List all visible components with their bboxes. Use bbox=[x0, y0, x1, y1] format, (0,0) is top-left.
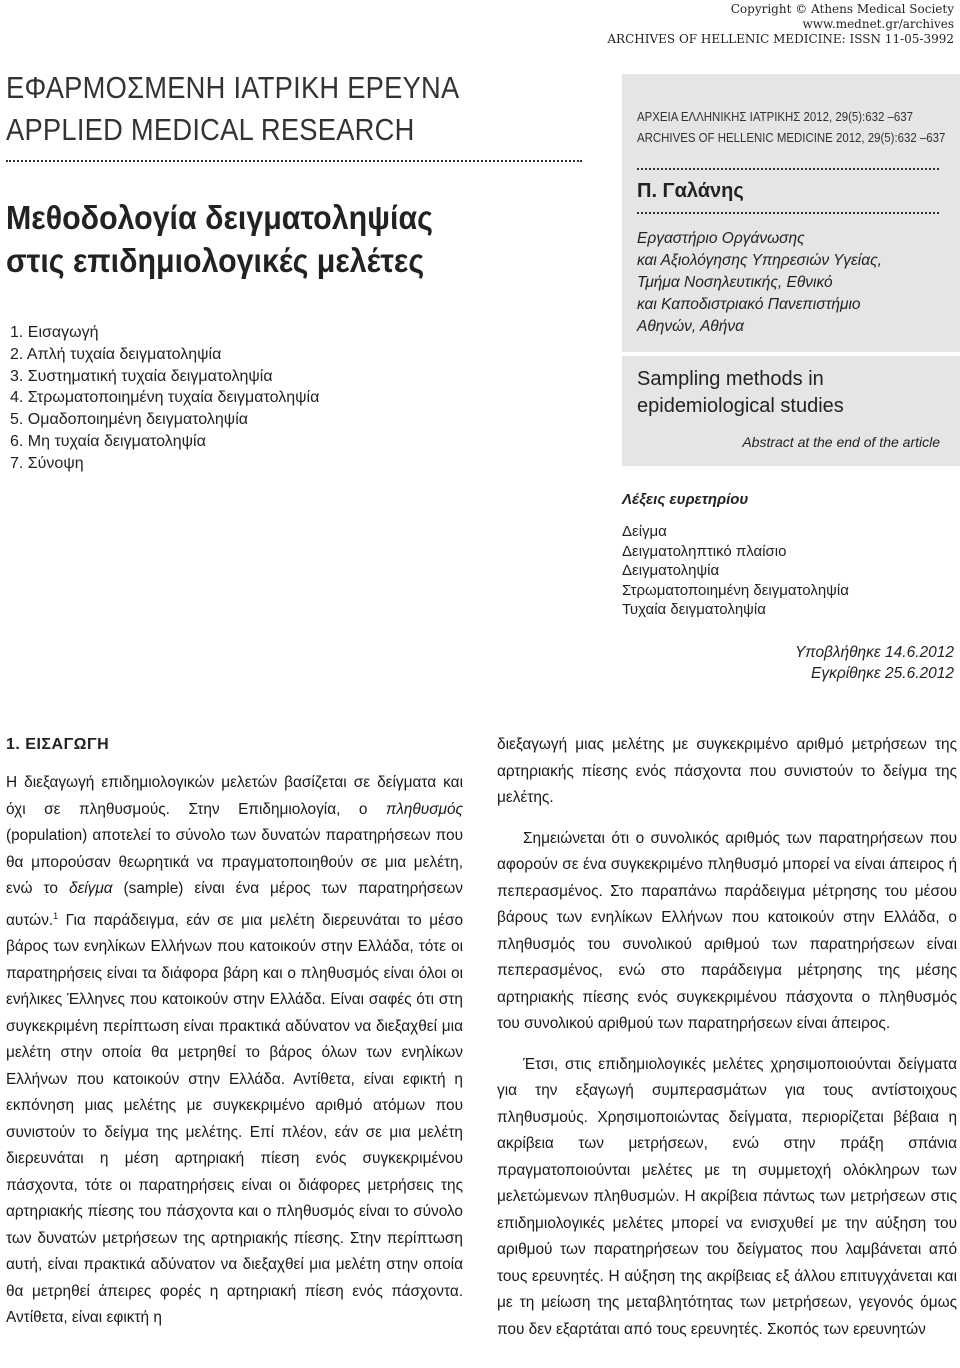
affiliation-line: Αθηνών, Αθήνα bbox=[637, 318, 744, 335]
dotted-divider bbox=[637, 168, 939, 170]
author-affiliation bbox=[637, 228, 957, 338]
body-text: Η διεξαγωγή επιδημιολογικών μελετών βασίζεται σε δείγματα και όχι σε πληθυσμούς. Στην Επιδημιολογία, ο bbox=[6, 774, 463, 818]
keyword-item: Στρωματοποιημένη δειγματοληψία bbox=[622, 581, 849, 599]
keywords-heading: Λέξεις ευρετηρίου bbox=[622, 491, 749, 508]
toc-item: 7. Σύνοψη bbox=[10, 454, 84, 472]
keyword-item: Δειγματοληψία bbox=[622, 562, 720, 580]
term-population: πληθυσμός bbox=[386, 800, 463, 818]
affiliation-line: και Καποδιστριακό Πανεπιστήμιο bbox=[637, 296, 861, 313]
body-column-left bbox=[6, 770, 463, 1332]
website-line: www.mednet.gr/archives bbox=[802, 17, 954, 31]
toc-item: 1. Εισαγωγή bbox=[10, 324, 99, 341]
section-heading: 1. ΕΙΣΑΓΩΓΗ bbox=[6, 736, 110, 753]
affiliation-line: Τμήμα Νοσηλευτικής, Εθνικό bbox=[637, 274, 833, 291]
author-name: Π. Γαλάνης bbox=[637, 180, 744, 202]
body-paragraph: Σημειώνεται ότι ο συνολικός αριθμός των παρατηρήσεων που αφορούν σε ένα συγκεκριμένο πληθυσμό μπορεί να είναι άπειρος ή πεπερασμένος. Στο παραπάνω παράδειγμα μέτρησης του μέσου βάρους των ενηλίκων Ελλήνων που κατοικούν στην Ελλάδα, ο πληθυσμός του συνολικού αριθμού των παρατηρήσεων είναι πεπερασμένος, ενώ στο παράδειγμα μέτρησης της μέσης αρτηριακής πίεσης ενός συγκεκριμένου πάσχοντα ο πληθυσμός του συνολικού αριθμού των παρατηρήσεων είναι άπειρος. bbox=[497, 829, 957, 1032]
affiliation-line: και Αξιολόγησης Υπηρεσιών Υγείας, bbox=[637, 252, 882, 269]
section-english: APPLIED MEDICAL RESEARCH bbox=[6, 112, 415, 147]
english-title-line: Sampling methods in bbox=[637, 368, 824, 390]
term-sample: δείγμα bbox=[68, 880, 113, 897]
article-title bbox=[6, 196, 558, 282]
journal-english: ARCHIVES OF HELLENIC MEDICINE 2012, 29(5):632 –637 bbox=[637, 130, 946, 145]
english-title-line: epidemiological studies bbox=[637, 395, 844, 417]
issn-line: ARCHIVES OF HELLENIC MEDICINE: ISSN 11-05-3992 bbox=[607, 32, 954, 46]
reference-marker: 1 bbox=[53, 910, 59, 921]
toc-item: 5. Ομαδοποιημένη δειγματοληψία bbox=[10, 411, 248, 429]
dotted-divider bbox=[6, 160, 582, 162]
body-text: (population) αποτελεί το σύνολο των δυνατών παρατηρήσεων που θα μπορούσαν θεωρητικά να πραγματοποιηθούν σε μια μελέτη, ενώ το bbox=[6, 827, 463, 897]
english-title bbox=[637, 366, 844, 420]
copyright-line: Copyright © Athens Medical Society bbox=[730, 2, 954, 16]
toc-item: 6. Μη τυχαία δειγματοληψία bbox=[10, 432, 206, 450]
table-of-contents bbox=[10, 322, 319, 475]
abstract-note: Abstract at the end of the article bbox=[742, 434, 940, 450]
body-text: (sample) είναι ένα μέρος των παρατηρήσεων αυτών. bbox=[6, 880, 464, 929]
panel-divider bbox=[622, 352, 960, 356]
journal-citation bbox=[637, 106, 945, 148]
toc-item: 2. Απλή τυχαία δειγματοληψία bbox=[10, 345, 222, 363]
affiliation-line: Εργαστήριο Οργάνωσης bbox=[637, 230, 805, 247]
body-paragraph: Έτσι, στις επιδημιολογικές μελέτες χρησιμοποιούνται δείγματα για την εξαγωγή συμπερασμάτων για τους αντίστοιχους πληθυσμούς. Χρησιμοποιώντας δείγματα, περιορίζεται βέβαια η ακρίβεια των μετρήσεων, ενώ στην πράξη σπάνια πραγματοποιούνται μελέτες με τη συμμετοχή ολόκληρων των μελετώμενων πληθυσμών. Η ακρίβεια πάντως των μετρήσεων στις επιδημιολογικές μελέτες μπορεί να ενισχυθεί με την αύξηση του αριθμού των παρατηρήσεων του δείγματος που λαμβάνεται από τους ερευνητές. Η αύξηση της ακρίβειας εξ άλλου επιτυγχάνεται και με τη μείωση της μεταβλητότητας των μετρήσεων, γεγονός όμως που δεν εξαρτάται από τους ερευνητές. Σκοπός των ερευνητών bbox=[497, 1055, 957, 1338]
title-line: στις επιδημιολογικές μελέτες bbox=[6, 242, 425, 279]
dotted-divider bbox=[637, 212, 939, 214]
body-column-right bbox=[497, 732, 957, 1343]
title-line: Μεθοδολογία δειγματοληψίας bbox=[6, 199, 433, 236]
toc-item: 3. Συστηματική τυχαία δειγματοληψία bbox=[10, 367, 273, 385]
section-greek: ΕΦΑΡΜΟΣΜΕΝΗ ΙΑΤΡΙΚΗ ΕΡΕΥΝΑ bbox=[6, 70, 460, 105]
dates bbox=[795, 642, 954, 684]
keyword-item: Δείγμα bbox=[622, 523, 667, 540]
body-paragraph: διεξαγωγή μιας μελέτης με συγκεκριμένο αριθμό μετρήσεων της αρτηριακής πίεσης ενός πάσχοντα που συνιστούν το δείγμα της μελέτης. bbox=[497, 736, 957, 806]
keywords-list bbox=[622, 522, 849, 620]
journal-greek: ΑΡΧΕΙΑ ΕΛΛΗΝΙΚΗΣ ΙΑΤΡΙΚΗΣ 2012, 29(5):632 –637 bbox=[637, 109, 913, 124]
copyright-notice bbox=[607, 2, 954, 47]
toc-item: 4. Στρωματοποιημένη τυχαία δειγματοληψία bbox=[10, 389, 320, 407]
body-text: Για παράδειγμα, εάν σε μια μελέτη διερευνάται το μέσο βάρος των ενηλίκων Ελλήνων που κατοικούν στην Ελλάδα, τότε οι παρατηρήσεις είναι τα διάφορα βάρη και ο πληθυσμός είναι όλοι οι ενήλικες Έλληνες που κατοικούν στην Ελλάδα. Είναι σαφές ότι στη συγκεκριμένη περίπτωση είναι πρακτικά αδύνατον να διεξαχθεί μια μελέτη στην οποία θα μετρηθεί το βάρος όλων των ενηλίκων Ελλήνων που κατοικούν στην Ελλάδα. Αντίθετα, είναι εφικτή η εκπόνηση μιας μελέτης με συγκεκριμένο αριθμό ατόμων που συνιστούν το δείγμα της μελέτης. Επί πλέον, εάν σε μια μελέτη διερευνάται η μέση αρτηριακή πίεση ενός συγκεκριμένου πάσχοντα, τότε οι παρατηρήσεις είναι οι διάφορες μετρήσεις της αρτηριακής πίεσης του πάσχοντα και ο πληθυσμός είναι το σύνολο των δυνατών μετρήσεων της αρτηριακής πίεσης. Στην περίπτωση αυτή, είναι πρακτικά αδύνατον να διεξαχθεί μια μελέτη στην οποία θα μετρηθεί άπειρες φορές η αρτηριακή πίεση ενός πάσχοντα. Αντίθετα, είναι εφικτή η bbox=[6, 911, 463, 1327]
submitted-date: Υποβλήθηκε 14.6.2012 bbox=[794, 644, 954, 661]
accepted-date: Εγκρίθηκε 25.6.2012 bbox=[811, 665, 954, 682]
keyword-item: Τυχαία δειγματοληψία bbox=[622, 601, 766, 619]
keyword-item: Δειγματοληπτικό πλαίσιο bbox=[622, 542, 787, 560]
body-paragraph bbox=[6, 770, 463, 1332]
